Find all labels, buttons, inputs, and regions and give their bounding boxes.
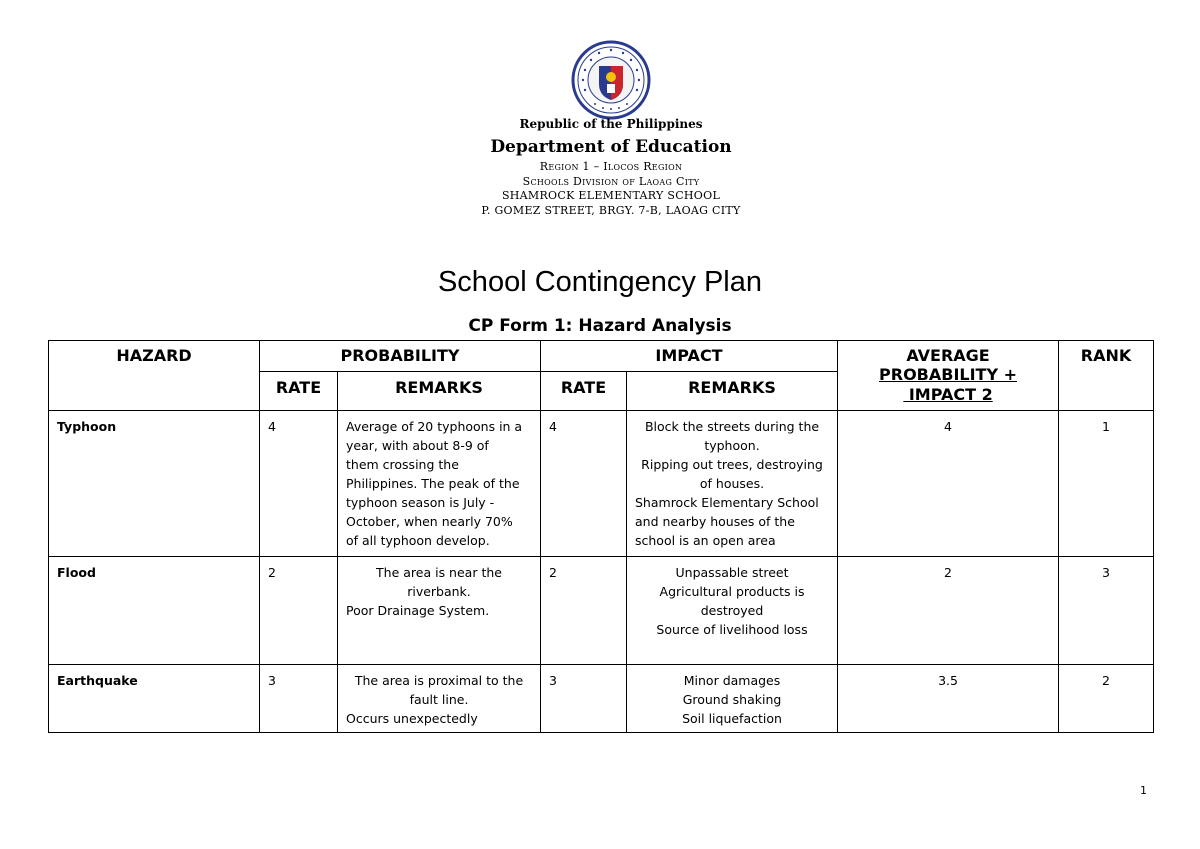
table-row <box>49 411 1154 557</box>
probability-rate: 2 <box>260 557 338 665</box>
impact-remarks: Block the streets during the typhoon. Ripping out trees, destroying of houses. Shamrock Elementary School and nearby houses of the school is an open area <box>627 411 838 557</box>
impact-rate: 4 <box>541 411 627 557</box>
region-text: Region 1 – Ilocos Region <box>539 160 683 173</box>
average-value: 3.5 <box>838 665 1059 733</box>
table-row <box>49 665 1154 733</box>
hazard-name: Earthquake <box>49 665 260 733</box>
page-title: School Contingency Plan <box>437 266 763 298</box>
table-row <box>49 557 1154 665</box>
impact-remarks: Minor damages Ground shaking Soil liquefaction <box>627 665 838 733</box>
header-probability: PROBABILITY <box>260 341 541 372</box>
header-impact: IMPACT <box>541 341 838 372</box>
header-impact-rate: RATE <box>541 372 627 411</box>
probability-remarks: The area is near the riverbank. Poor Drainage System. <box>338 557 541 665</box>
school-address: P. GOMEZ STREET, BRGY. 7-B, LAOAG CITY <box>481 204 741 217</box>
probability-rate: 3 <box>260 665 338 733</box>
header-rank: RANK <box>1059 341 1154 411</box>
header-average-formula-2: IMPACT 2 <box>903 385 993 404</box>
header-average <box>838 341 1059 411</box>
probability-remarks: Average of 20 typhoons in a year, with about 8-9 of them crossing the Philippines. The peak of the typhoon season is July - October, when nearly 70% of all typhoon develop. <box>338 411 541 557</box>
header-hazard: HAZARD <box>49 341 260 411</box>
impact-remarks: Unpassable street Agricultural products is destroyed Source of livelihood loss <box>627 557 838 665</box>
hazard-analysis-table <box>48 340 1154 733</box>
impact-rate: 2 <box>541 557 627 665</box>
rank-value: 3 <box>1059 557 1154 665</box>
school-name: SHAMROCK ELEMENTARY SCHOOL <box>501 189 721 202</box>
probability-remarks: The area is proximal to the fault line. Occurs unexpectedly <box>338 665 541 733</box>
average-value: 2 <box>838 557 1059 665</box>
hazard-name: Typhoon <box>49 411 260 557</box>
header-average-formula-1: PROBABILITY + <box>879 365 1018 384</box>
page-number: 1 <box>1140 784 1147 797</box>
hazard-name: Flood <box>49 557 260 665</box>
header-average-label: AVERAGE <box>906 346 990 365</box>
header-prob-remarks: REMARKS <box>338 372 541 411</box>
form-subtitle: CP Form 1: Hazard Analysis <box>468 316 732 336</box>
deped-seal-icon <box>571 40 651 120</box>
impact-rate: 3 <box>541 665 627 733</box>
rank-value: 2 <box>1059 665 1154 733</box>
department-name: Department of Education <box>490 137 732 157</box>
rank-value: 1 <box>1059 411 1154 557</box>
header-impact-remarks: REMARKS <box>627 372 838 411</box>
probability-rate: 4 <box>260 411 338 557</box>
header-prob-rate: RATE <box>260 372 338 411</box>
average-value: 4 <box>838 411 1059 557</box>
republic-text: Republic of the Philippines <box>519 117 703 131</box>
division-text: Schools Division of Laoag City <box>522 175 700 188</box>
